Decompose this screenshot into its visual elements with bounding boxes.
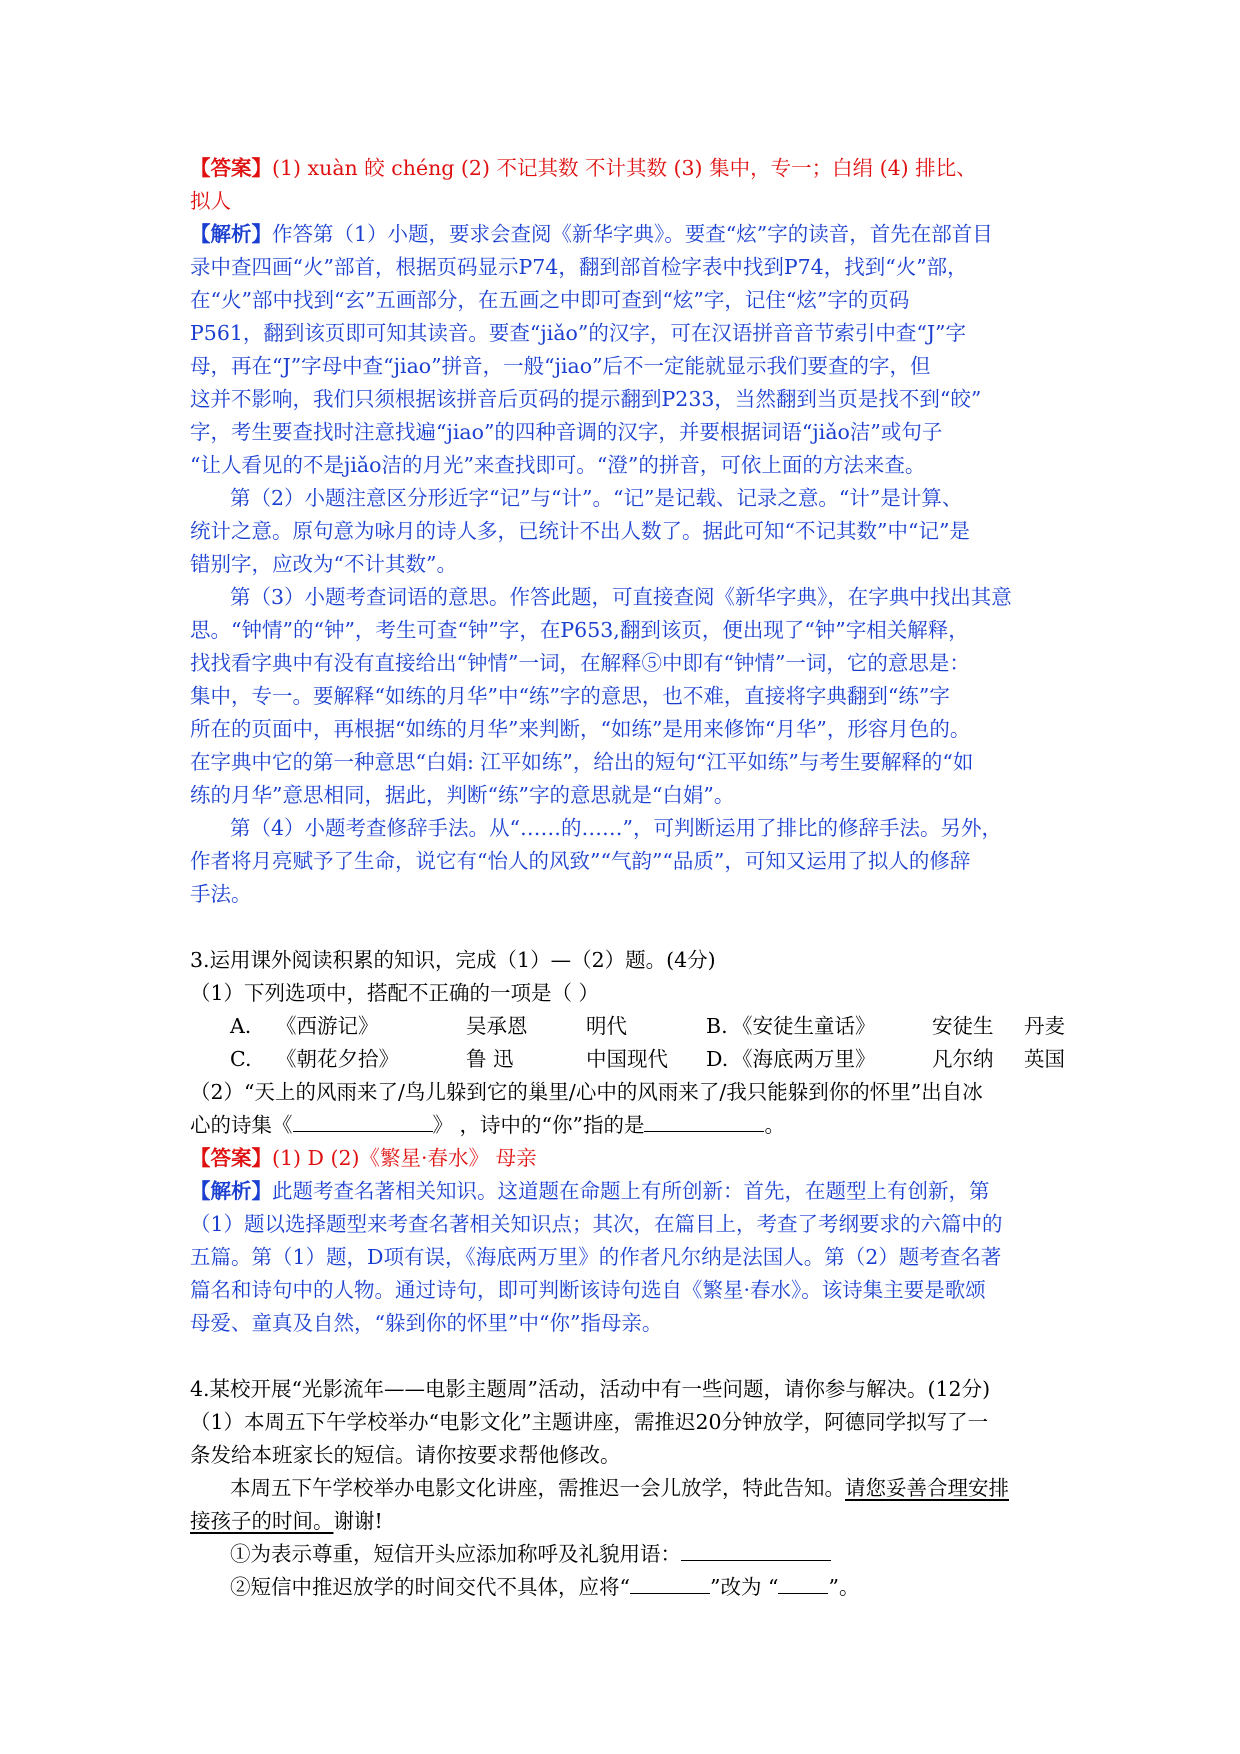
analysis-line: 这并不影响，我们只须根据该拼音后页码的提示翻到P233，当然翻到当页是找不到“皎” <box>190 387 982 411</box>
options-row <box>190 1010 1065 1043</box>
answer-label: 【答案】 <box>190 156 272 180</box>
analysis-line: 在“火”部中找到“玄”五画部分，在五画之中即可查到“炫”字，记住“炫”字的页码 <box>190 288 910 312</box>
task-text: ②短信中推迟放学的时间交代不具体，应将“ <box>230 1575 630 1599</box>
answer-blank[interactable] <box>778 1571 828 1594</box>
analysis-line: 作者将月亮赋予了生命，说它有“怡人的风致”“气韵”“品质”，可知又运用了拟人的修辞 <box>190 849 971 873</box>
option-letter: A. <box>230 1014 252 1038</box>
analysis-line: 统计之意。原句意为咏月的诗人多，已统计不出人数了。据此可知“不记其数”中“记”是 <box>190 519 970 543</box>
analysis-line: P561，翻到该页即可知其读音。要查“jiǎo”的汉字，可在汉语拼音音节索引中查“J”字 <box>190 321 967 345</box>
option-letter: B. <box>706 1014 728 1038</box>
answer-blank[interactable] <box>681 1538 831 1561</box>
options-row <box>190 1043 1065 1076</box>
option-work: 《海底两万里》 <box>732 1047 876 1071</box>
analysis-line: 母爱、童真及自然，“躲到你的怀里”中“你”指母亲。 <box>190 1311 663 1335</box>
analysis-line: 思。“钟情”的“钟”，考生可查“钟”字，在P653,翻到该页，便出现了“钟”字相关解释， <box>190 618 969 642</box>
question-stem: 4.某校开展“光影流年——电影主题周”活动，活动中有一些问题，请你参与解决。(12分) <box>190 1377 991 1401</box>
option-author: 鲁 迅 <box>466 1047 514 1071</box>
analysis-text: 此题考查名著相关知识。这道题在命题上有所创新：首先，在题型上有创新，第 <box>272 1179 990 1203</box>
sms-text <box>190 1472 1062 1505</box>
analysis-line: 在字典中它的第一种意思“白娟: 江平如练”，给出的短句“江平如练”与考生要解释的“如 <box>190 750 974 774</box>
analysis-line: “让人看见的不是jiǎo洁的月光”来查找即可。“澄”的拼音，可依上面的方法来查。 <box>190 453 926 477</box>
option-author: 安徒生 <box>932 1014 994 1038</box>
analysis-line: 练的月华”意思相同，据此，判断“练”字的意思就是“白娟”。 <box>190 783 735 807</box>
answer-blank[interactable] <box>293 1109 433 1132</box>
task-item <box>190 1538 1062 1571</box>
analysis-line: 第（3）小题考查词语的意思。作答此题，可直接查阅《新华字典》，在字典中找出其意 <box>230 585 1012 609</box>
sub-question: （2）“天上的风雨来了/鸟儿躲到它的巢里/心中的风雨来了/我只能躲到你的怀里”出自冰 <box>190 1080 983 1104</box>
analysis-line: 所在的页面中，再根据“如练的月华”来判断，“如练”是用来修饰“月华”，形容月色的。 <box>190 717 971 741</box>
sub-question-text: 》 ，诗中的“你”指的是 <box>432 1113 645 1137</box>
analysis-line: 第（4）小题考查修辞手法。从“……的……”，可判断运用了排比的修辞手法。另外， <box>230 816 1003 840</box>
option-work: 《朝花夕拾》 <box>276 1047 399 1071</box>
task-text: ”。 <box>828 1575 860 1599</box>
answer-text: (1) D (2)《繁星·春水》 母亲 <box>272 1146 537 1170</box>
option-work: 《安徒生童话》 <box>732 1014 876 1038</box>
sub-question-text: 心的诗集《 <box>190 1113 293 1137</box>
option-origin: 英国 <box>1024 1047 1065 1071</box>
analysis-line: 第（2）小题注意区分形近字“记”与“计”。“记”是记载、记录之意。“计”是计算、 <box>230 486 963 510</box>
answer-blank[interactable] <box>644 1109 764 1132</box>
analysis-line: （1）题以选择题型来考查名著相关知识点；其次，在篇目上，考查了考纲要求的六篇中的 <box>190 1212 1003 1236</box>
option-work: 《西游记》 <box>276 1014 379 1038</box>
sms-sentence: 本周五下午学校举办电影文化讲座，需推迟一会儿放学，特此告知。 <box>230 1476 845 1500</box>
sms-sentence: 谢谢! <box>333 1509 383 1533</box>
task-text: ①为表示尊重，短信开头应添加称呼及礼貌用语： <box>230 1542 681 1566</box>
analysis-line: 五篇。第（1）题，D项有误，《海底两万里》的作者凡尔纳是法国人。第（2）题考查名著 <box>190 1245 1002 1269</box>
option-origin: 丹麦 <box>1024 1014 1065 1038</box>
analysis-line: 录中查四画“火”部首，根据页码显示P74，翻到部首检字表中找到P74，找到“火”部， <box>190 255 968 279</box>
option-author: 凡尔纳 <box>932 1047 994 1071</box>
analysis-line: 找找看字典中有没有直接给出“钟情”一词，在解释⑤中即有“钟情”一词，它的意思是： <box>190 651 970 675</box>
spacer <box>190 911 1062 944</box>
analysis-label: 【解析】 <box>190 1179 272 1203</box>
sms-underlined: 请您妥善合理安排 <box>845 1476 1009 1500</box>
analysis-line: 字，考生要查找时注意找遍“jiao”的四种音调的汉字，并要根据词语“jiǎo洁”或句子 <box>190 420 943 444</box>
sub-question: （1）下列选项中，搭配不正确的一项是（ ） <box>190 981 600 1005</box>
answer-line: 拟人 <box>190 189 231 213</box>
option-letter: D. <box>706 1047 729 1071</box>
analysis-line: 篇名和诗句中的人物。通过诗句，即可判断该诗句选自《繁星·春水》。该诗集主要是歌颂 <box>190 1278 986 1302</box>
sub-question-text: 。 <box>764 1113 785 1137</box>
analysis-line: 母，再在“J”字母中查“jiao”拼音，一般“jiao”后不一定能就显示我们要查的字，但 <box>190 354 931 378</box>
answer-text: (1) xuàn 皎 chéng (2) 不记其数 不计其数 (3) 集中，专一；白绢 (4) 排比、 <box>272 156 977 180</box>
analysis-label: 【解析】 <box>190 222 272 246</box>
answer-line <box>190 1142 1062 1175</box>
option-origin: 明代 <box>586 1014 627 1038</box>
option-author: 吴承恩 <box>466 1014 528 1038</box>
analysis-text: 作答第（1）小题，要求会查阅《新华字典》。要查“炫”字的读音，首先在部首目 <box>272 222 993 246</box>
answer-blank[interactable] <box>630 1571 710 1594</box>
option-origin: 中国现代 <box>586 1047 668 1071</box>
question-stem: 3.运用课外阅读积累的知识，完成（1）—（2）题。(4分) <box>190 948 716 972</box>
sms-text <box>190 1505 1062 1538</box>
answer-label: 【答案】 <box>190 1146 272 1170</box>
option-letter: C. <box>230 1047 252 1071</box>
task-text: ”改为 “ <box>709 1575 779 1599</box>
sub-question <box>190 1109 1062 1142</box>
task-item <box>190 1571 1062 1604</box>
sub-question: （1）本周五下午学校举办“电影文化”主题讲座，需推迟20分钟放学，阿德同学拟写了一 <box>190 1410 989 1434</box>
analysis-line: 手法。 <box>190 882 252 906</box>
analysis-line <box>190 1175 1062 1208</box>
analysis-line <box>190 218 1062 251</box>
analysis-line: 错别字，应改为“不计其数”。 <box>190 552 457 576</box>
analysis-line: 集中，专一。要解释“如练的月华”中“练”字的意思，也不难，直接将字典翻到“练”字 <box>190 684 950 708</box>
sub-question: 条发给本班家长的短信。请你按要求帮他修改。 <box>190 1443 621 1467</box>
answer-line <box>190 152 1062 185</box>
spacer <box>190 1340 1062 1373</box>
sms-underlined: 接孩子的时间。 <box>190 1509 334 1533</box>
document-page <box>190 152 1065 1604</box>
